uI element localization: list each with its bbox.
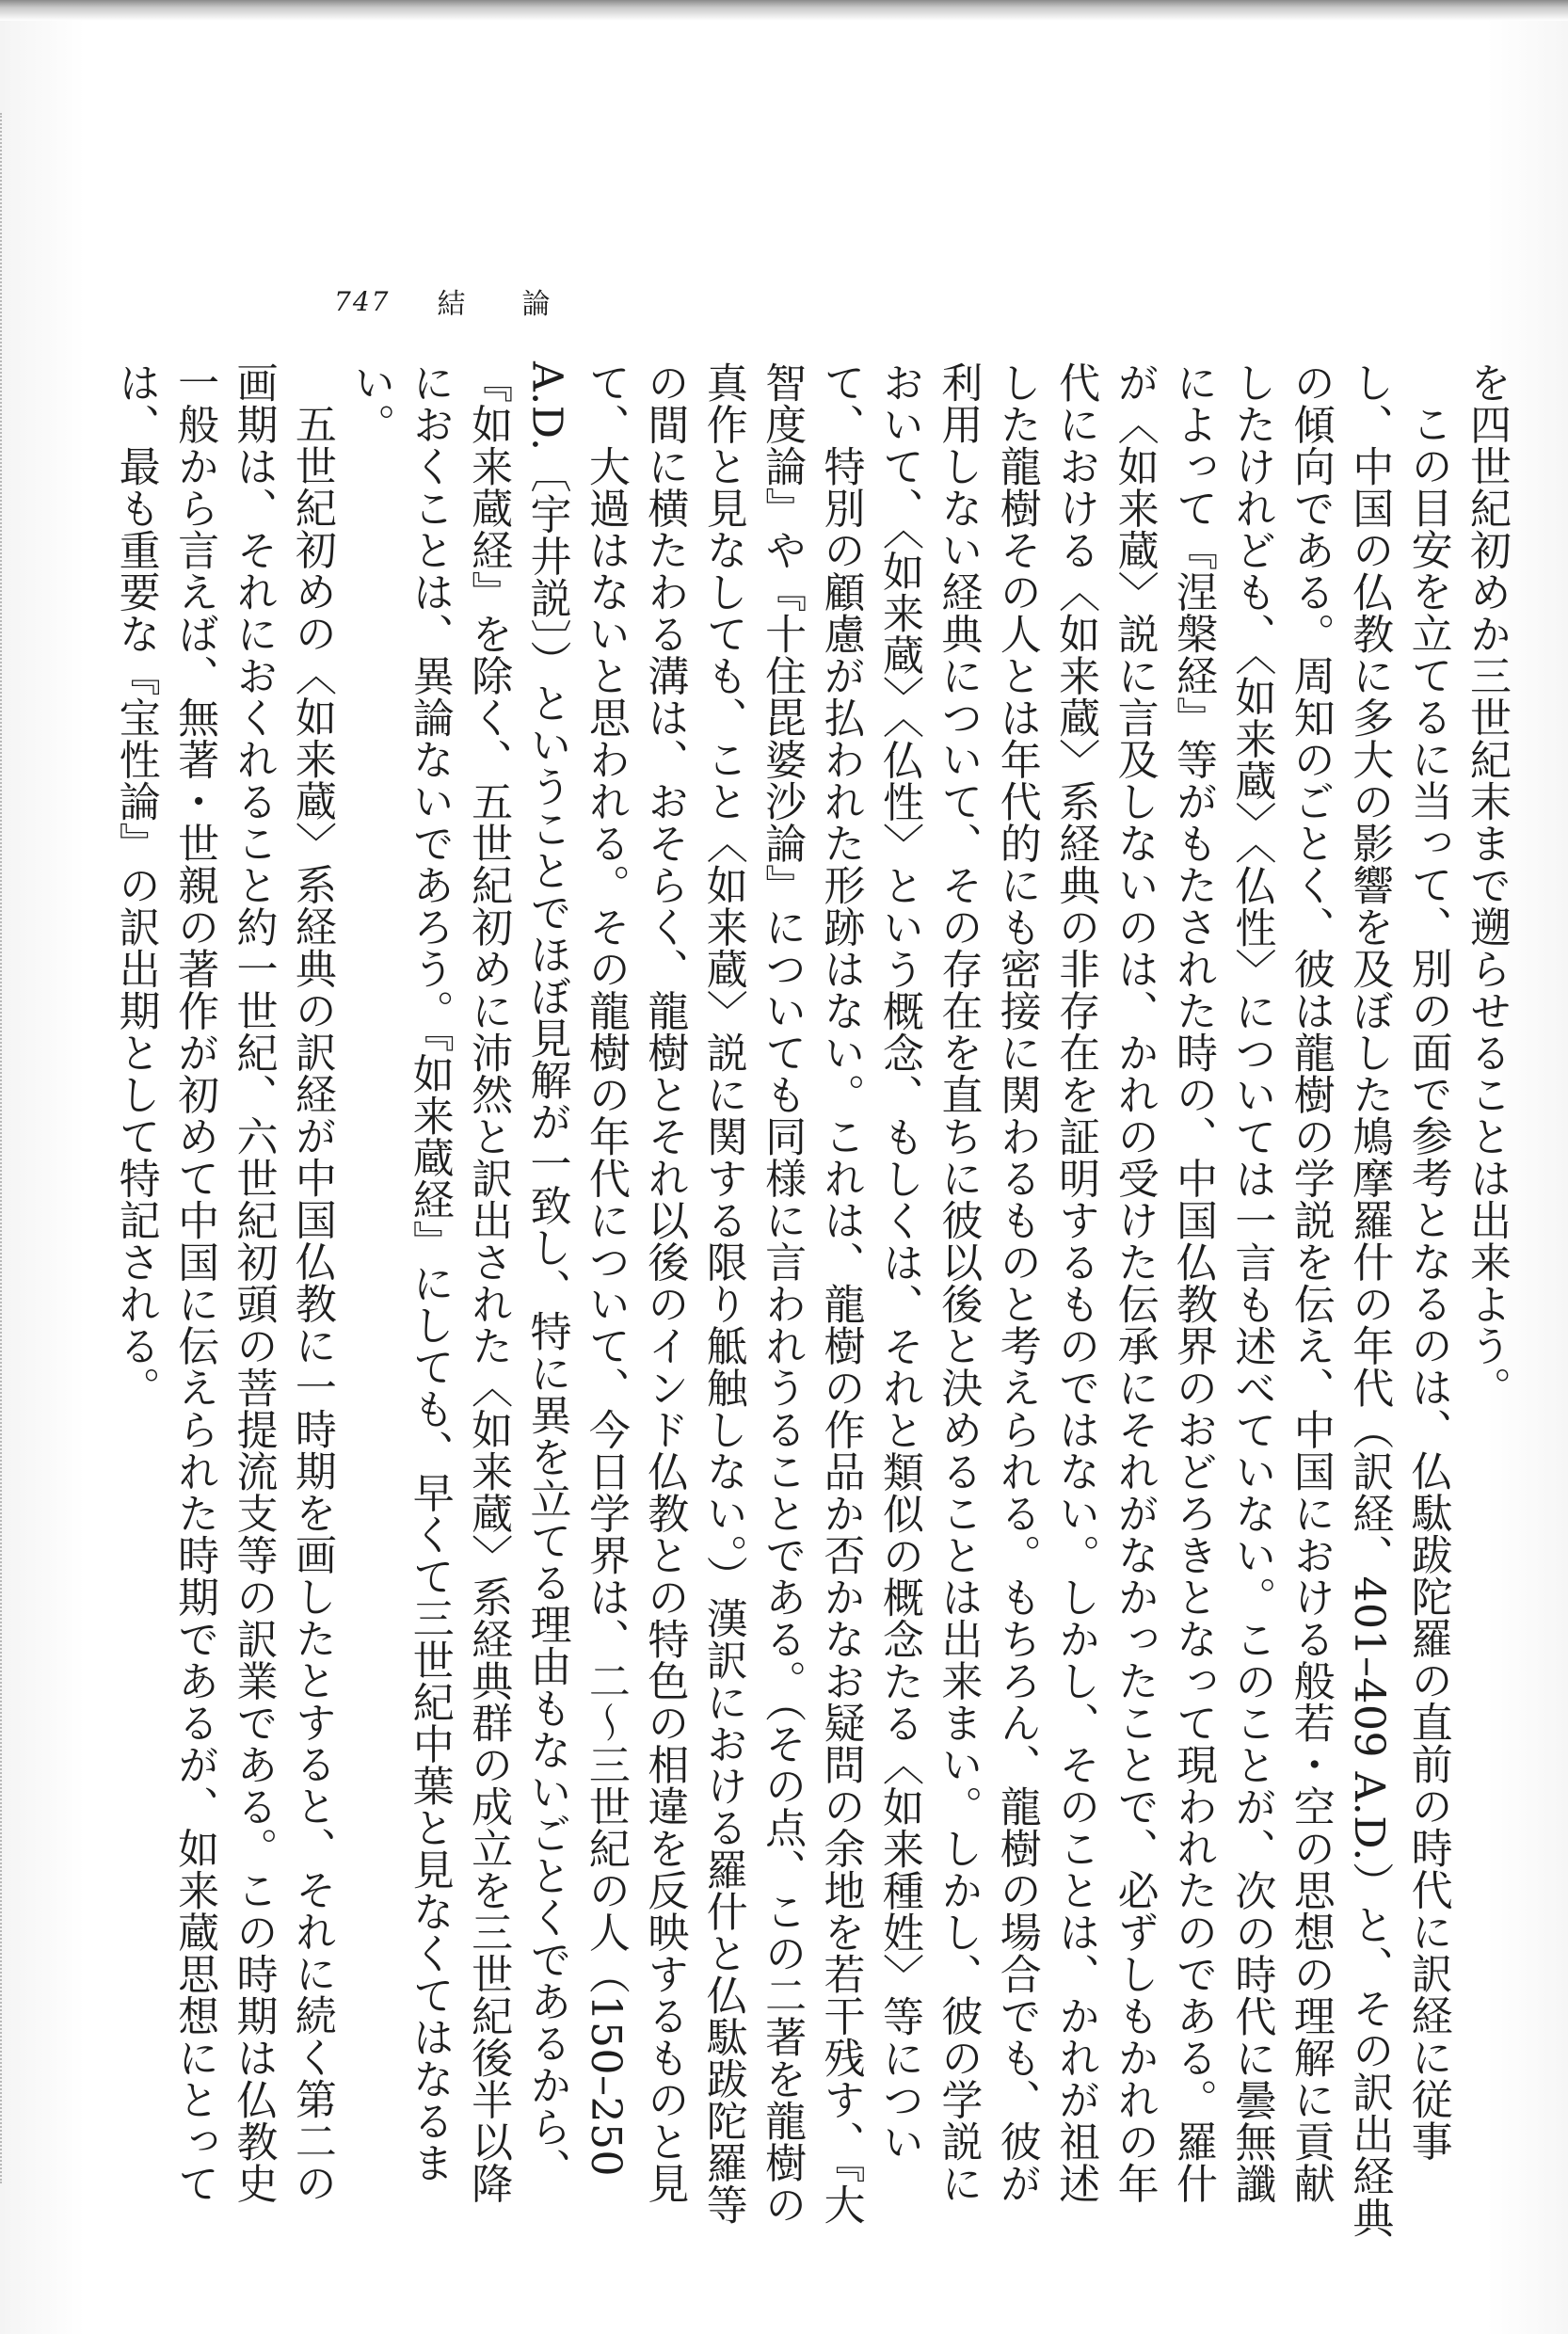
paragraph: この目安を立てるに当って、別の面で参考となるのは、仏駄跋陀羅の直前の時代に訳経に従事し、中国の仏教に多大の影響を及ぼした鳩摩羅什の年代（訳経、401–409 A.D.）と、その訳出経典の傾向である。周知のごとく、彼は龍樹の学説を伝え、中国における般若・空の思想の理解に貢献したけれども、〈如来蔵〉〈仏性〉については一言も述べていない。このことが、次の時代に曇無讖によって『涅槃経』等がもたされた時の、中国仏教界のおどろきとなって現われたのである。羅什が〈如来蔵〉説に言及しないのは、かれの受けた伝承にそれがなかったことで、必ずしもかれの年代における〈如来蔵〉系経典の非存在を証明するものではない。しかし、そのことは、かれが祖述した龍樹その人とは年代的にも密接に関わるものと考えられる。もちろん、龍樹の場合でも、彼が利用しない経典について、その存在を直ちに彼以後と決めることは出来まい。しかし、彼の学説において、〈如来蔵〉〈仏性〉という概念、もしくは、それと類似の概念たる〈如来種姓〉等について、特別の顧慮が払われた形跡はない。これは、龍樹の作品か否かなお疑問の余地を若干残す、『大智度論』や『十住毘婆沙論』についても同様に言われうることである。（その点、この二著を龍樹の真作と見なしても、こと〈如来蔵〉説に関する限り觝触しない。）漢訳における羅什と仏駄跋陀羅等の間に横たわる溝は、おそらく、龍樹とそれ以後のインド仏教との特色の相違を反映するものと見て、大過はないと思われる。その龍樹の年代について、今日学界は、二〜三世紀の人（150–250 A.D.〔宇井説〕）ということでほぼ見解が一致し、特に異を立てる理由もないごとくであるから、『如来蔵経』を除く、五世紀初めに沛然と訳出された〈如来蔵〉系経典群の成立を三世紀後半以降におくことは、異論ないであろう。『如来蔵経』にしても、早くて三世紀中葉と見なくてはなるまい。: [346, 361, 1452, 2239]
page-number: 747: [334, 285, 391, 317]
body-text: [111, 361, 1515, 2244]
scan-top-edge: [0, 0, 1568, 21]
running-header: [334, 282, 552, 320]
chapter-title: [437, 280, 552, 322]
chapter-title-char: 結: [437, 288, 468, 321]
paragraph-continuation: を四世紀初めか三世紀末まで遡らせることは出来よう。: [1463, 361, 1511, 1409]
scan-left-edge: [0, 113, 8, 2183]
paragraph: 五世紀初めの〈如来蔵〉系経典の訳経が中国仏教に一時期を画したとすると、それに続く第二の画期は、それにおくれること約一世紀、六世紀初頭の菩提流支等の訳業である。この時期は仏教史一般から言えば、無著・世親の著作が初めて中国に伝えられた時期であるが、如来蔵思想にとっては、最も重要な『宝性論』の訳出期として特記される。: [111, 361, 336, 2204]
chapter-title-char: 論: [521, 288, 552, 321]
